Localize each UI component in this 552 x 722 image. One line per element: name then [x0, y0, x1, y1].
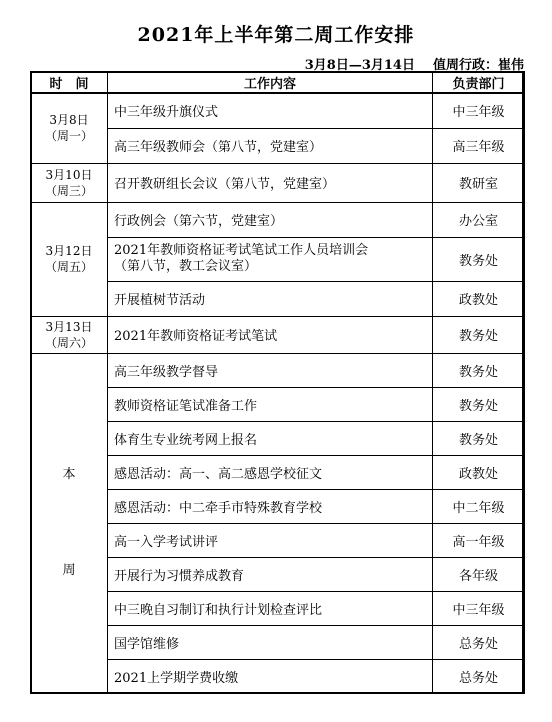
content-cell: 体育生专业统考网上报名	[108, 421, 433, 455]
content-cell: 中三年级升旗仪式	[108, 93, 433, 128]
content-cell: 2021上学期学费收缴	[108, 659, 433, 693]
dept-cell: 教务处	[433, 387, 525, 421]
dept-cell: 中二年级	[433, 489, 525, 523]
dept-cell: 教务处	[433, 237, 525, 281]
content-cell: 高三年级教师会（第八节，党建室）	[108, 128, 433, 163]
dept-cell: 高三年级	[433, 128, 525, 163]
dept-cell: 高一年级	[433, 523, 525, 557]
content-line: （第八节，教工会议室）	[114, 259, 258, 274]
table-row	[31, 316, 525, 353]
content-cell: 高三年级教学督导	[108, 353, 433, 387]
content-cell	[108, 237, 433, 281]
content-cell: 感恩活动：中二牵手市特殊教育学校	[108, 489, 433, 523]
dept-cell: 总务处	[433, 625, 525, 659]
dept-cell: 中三年级	[433, 93, 525, 128]
dept-cell: 总务处	[433, 659, 525, 693]
table-row	[31, 353, 525, 387]
table-row	[31, 163, 525, 202]
content-cell: 感恩活动：高一、高二感恩学校征文	[108, 455, 433, 489]
content-cell: 开展行为习惯养成教育	[108, 557, 433, 591]
date-label: 3月13日	[45, 319, 93, 334]
dept-cell: 教研室	[433, 163, 525, 202]
content-cell: 国学馆维修	[108, 625, 433, 659]
dept-cell: 各年级	[433, 557, 525, 591]
week-char: 周	[62, 563, 76, 578]
content-line: 2021年教师资格证考试笔试工作人员培训会	[114, 243, 369, 258]
weekday-label: （周三）	[44, 183, 93, 198]
dept-cell: 教务处	[433, 353, 525, 387]
content-cell: 开展植树节活动	[108, 281, 433, 316]
header-dept: 负责部门	[433, 72, 525, 94]
content-cell: 中三晚自习制订和执行计划检查评比	[108, 591, 433, 625]
header-content: 工作内容	[108, 72, 433, 94]
table-row	[31, 93, 525, 128]
content-cell: 2021年教师资格证考试笔试	[108, 316, 433, 353]
time-cell	[31, 163, 108, 202]
content-cell: 高一入学考试讲评	[108, 523, 433, 557]
date-label: 3月10日	[45, 167, 93, 182]
dept-cell: 政教处	[433, 281, 525, 316]
schedule-table	[30, 71, 525, 694]
dept-cell: 政教处	[433, 455, 525, 489]
week-char: 本	[62, 467, 76, 482]
date-label: 3月12日	[45, 244, 93, 258]
time-cell	[31, 353, 108, 693]
dept-cell: 教务处	[433, 316, 525, 353]
content-cell: 召开教研组长会议（第八节，党建室）	[108, 163, 433, 202]
dept-cell: 中三年级	[433, 591, 525, 625]
time-cell	[31, 316, 108, 353]
date-range: 3月8日—3月14日	[304, 58, 415, 73]
dept-cell: 教务处	[433, 421, 525, 455]
header-row	[31, 72, 525, 94]
date-label: 3月8日	[49, 113, 89, 128]
weekday-label: （周六）	[44, 335, 93, 350]
table-row	[31, 202, 525, 237]
weekday-label: （周一）	[44, 129, 93, 144]
weekday-label: （周五）	[44, 260, 93, 274]
dept-cell: 办公室	[433, 202, 525, 237]
header-time: 时 间	[31, 72, 108, 94]
time-cell	[31, 93, 108, 163]
page-title: 2021年上半年第二周工作安排	[137, 24, 415, 46]
time-cell	[31, 202, 108, 316]
content-cell: 教师资格证笔试准备工作	[108, 387, 433, 421]
duty-admin: 值周行政：崔伟	[432, 58, 524, 73]
content-cell: 行政例会（第六节，党建室）	[108, 202, 433, 237]
